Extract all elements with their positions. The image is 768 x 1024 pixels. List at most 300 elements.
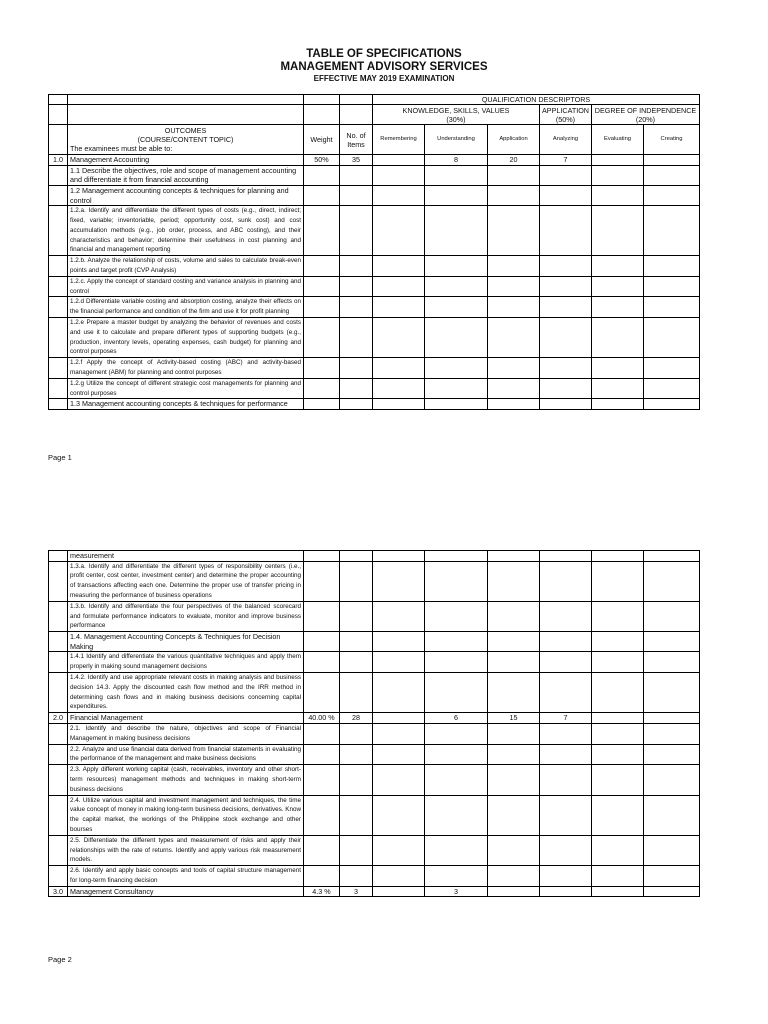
understanding-cell bbox=[425, 561, 488, 601]
outcomes-header: OUTCOMES (COURSE/CONTENT TOPIC) The examinees must be able to: bbox=[68, 125, 304, 155]
evaluating-cell bbox=[592, 206, 644, 256]
topic-cell: 1.1 Describe the objectives, role and scope of management accounting and differentiate it from financial accounting bbox=[68, 165, 304, 185]
remembering-cell bbox=[373, 297, 425, 318]
topic-cell: Financial Management bbox=[68, 713, 304, 724]
evaluating-cell bbox=[592, 795, 644, 835]
items-cell bbox=[340, 835, 373, 865]
application-cell bbox=[488, 276, 540, 297]
items-cell bbox=[340, 601, 373, 631]
independence-header: DEGREE OF INDEPENDENCE (20%) bbox=[592, 105, 700, 125]
topic-cell: 1.2.a. Identify and differentiate the different types of costs (e.g., direct, indirect; fixed, variable; inventoriable, period; opportunity cost, sunk cost) and cost accumulation methods (e.g., job order, process, and ABC costing), and their characteristics and behavior; determine their usefulness in cost planning and financial and management reporting bbox=[68, 206, 304, 256]
row-number-cell: 3.0 bbox=[49, 886, 68, 897]
items-cell bbox=[340, 358, 373, 379]
row-number-cell bbox=[49, 632, 68, 652]
weight-cell bbox=[304, 551, 340, 562]
document-title: TABLE OF SPECIFICATIONS bbox=[306, 48, 462, 60]
remembering-cell bbox=[373, 866, 425, 887]
weight-cell bbox=[304, 601, 340, 631]
understanding-cell bbox=[425, 297, 488, 318]
understanding-cell bbox=[425, 256, 488, 277]
creating-cell bbox=[644, 378, 700, 399]
row-number-cell bbox=[49, 835, 68, 865]
application-cell bbox=[488, 744, 540, 765]
analyzing-cell bbox=[540, 795, 592, 835]
weight-cell bbox=[304, 765, 340, 795]
row-number-cell: 1.0 bbox=[49, 155, 68, 166]
creating-cell bbox=[644, 765, 700, 795]
weight-cell bbox=[304, 378, 340, 399]
understanding-cell bbox=[425, 378, 488, 399]
understanding-cell bbox=[425, 765, 488, 795]
topic-cell: 2.5. Differentiate the different types and measurement of risks and apply their relationships with the rate of returns. Identify and apply various risk measurement models. bbox=[68, 835, 304, 865]
evaluating-cell bbox=[592, 276, 644, 297]
topic-cell: 1.2.e Prepare a master budget by analyzing the behavior of revenues and costs and use it to calculate and prepare different types of supporting budgets (e.g., production, inventory levels, operating expenses, cash budget) for planning and control purposes bbox=[68, 317, 304, 357]
items-cell bbox=[340, 723, 373, 744]
evaluating-cell bbox=[592, 713, 644, 724]
row-number-cell bbox=[49, 297, 68, 318]
application-cell bbox=[488, 317, 540, 357]
topic-cell: 2.6. Identify and apply basic concepts and tools of capital structure management for long-term financing decision bbox=[68, 866, 304, 887]
analyzing-cell bbox=[540, 551, 592, 562]
items-cell bbox=[340, 765, 373, 795]
weight-cell bbox=[304, 744, 340, 765]
remembering-cell bbox=[373, 378, 425, 399]
creating-cell bbox=[644, 256, 700, 277]
creating-cell bbox=[644, 652, 700, 673]
creating-cell bbox=[644, 886, 700, 897]
creating-cell bbox=[644, 713, 700, 724]
application-cell bbox=[488, 399, 540, 410]
remembering-cell bbox=[373, 185, 425, 205]
specifications-table-page-2 bbox=[48, 550, 700, 897]
creating-cell bbox=[644, 561, 700, 601]
row-number-cell bbox=[49, 672, 68, 712]
creating-cell bbox=[644, 399, 700, 410]
table-row bbox=[49, 835, 700, 865]
analyzing-cell bbox=[540, 165, 592, 185]
topic-cell: 2.3. Apply different working capital (cash, receivables, inventory and other short-term resources) management methods and techniques in making short-term business decisions bbox=[68, 765, 304, 795]
evaluating-cell bbox=[592, 155, 644, 166]
evaluating-cell bbox=[592, 165, 644, 185]
understanding-cell bbox=[425, 866, 488, 887]
understanding-cell bbox=[425, 358, 488, 379]
weight-cell bbox=[304, 723, 340, 744]
analyzing-cell bbox=[540, 601, 592, 631]
weight-cell bbox=[304, 256, 340, 277]
table-row bbox=[49, 744, 700, 765]
understanding-cell bbox=[425, 652, 488, 673]
main-topic-row bbox=[49, 886, 700, 897]
topic-cell: 1.2.f Apply the concept of Activity-based costing (ABC) and activity-based management (ABM) for planning and control purposes bbox=[68, 358, 304, 379]
understanding-cell bbox=[425, 744, 488, 765]
remembering-cell bbox=[373, 601, 425, 631]
understanding-cell bbox=[425, 672, 488, 712]
application-cell bbox=[488, 551, 540, 562]
items-cell bbox=[340, 399, 373, 410]
understanding-cell bbox=[425, 835, 488, 865]
header-blank-cell bbox=[49, 125, 68, 155]
creating-header: Creating bbox=[644, 125, 700, 155]
analyzing-cell bbox=[540, 206, 592, 256]
understanding-cell bbox=[425, 165, 488, 185]
evaluating-cell bbox=[592, 866, 644, 887]
topic-cell: 2.1. Identify and describe the nature, objectives and scope of Financial Management in making business decisions bbox=[68, 723, 304, 744]
analyzing-cell bbox=[540, 378, 592, 399]
application-cell bbox=[488, 835, 540, 865]
understanding-cell bbox=[425, 632, 488, 652]
creating-cell bbox=[644, 672, 700, 712]
creating-cell bbox=[644, 723, 700, 744]
table-row bbox=[49, 795, 700, 835]
understanding-cell bbox=[425, 206, 488, 256]
specifications-table-page-1 bbox=[48, 94, 700, 410]
evaluating-cell bbox=[592, 378, 644, 399]
page-label-1: Page 1 bbox=[48, 453, 72, 462]
remembering-cell bbox=[373, 165, 425, 185]
weight-cell bbox=[304, 297, 340, 318]
topic-cell: 1.3 Management accounting concepts & techniques for performance bbox=[68, 399, 304, 410]
header-blank-cell bbox=[304, 95, 340, 105]
creating-cell bbox=[644, 795, 700, 835]
analyzing-cell bbox=[540, 256, 592, 277]
remembering-cell bbox=[373, 358, 425, 379]
analyzing-cell bbox=[540, 866, 592, 887]
understanding-cell: 6 bbox=[425, 713, 488, 724]
weight-cell bbox=[304, 206, 340, 256]
understanding-cell bbox=[425, 551, 488, 562]
understanding-cell bbox=[425, 317, 488, 357]
topic-cell: 1.2.g Utilize the concept of different strategic cost managements for planning and control purposes bbox=[68, 378, 304, 399]
creating-cell bbox=[644, 744, 700, 765]
creating-cell bbox=[644, 165, 700, 185]
application-cell bbox=[488, 601, 540, 631]
application-cell bbox=[488, 256, 540, 277]
evaluating-cell bbox=[592, 561, 644, 601]
table-row bbox=[49, 358, 700, 379]
application-cell bbox=[488, 165, 540, 185]
application-cell bbox=[488, 297, 540, 318]
analyzing-cell: 7 bbox=[540, 155, 592, 166]
remembering-cell bbox=[373, 256, 425, 277]
evaluating-cell bbox=[592, 256, 644, 277]
weight-cell bbox=[304, 866, 340, 887]
understanding-cell bbox=[425, 601, 488, 631]
row-number-cell bbox=[49, 652, 68, 673]
creating-cell bbox=[644, 297, 700, 318]
evaluating-cell bbox=[592, 632, 644, 652]
items-cell bbox=[340, 297, 373, 318]
application-cell bbox=[488, 206, 540, 256]
creating-cell bbox=[644, 551, 700, 562]
understanding-cell bbox=[425, 276, 488, 297]
table-row bbox=[49, 652, 700, 673]
topic-cell: Management Consultancy bbox=[68, 886, 304, 897]
application-cell: 15 bbox=[488, 713, 540, 724]
creating-cell bbox=[644, 317, 700, 357]
evaluating-cell bbox=[592, 551, 644, 562]
row-number-cell bbox=[49, 601, 68, 631]
table-row bbox=[49, 601, 700, 631]
creating-cell bbox=[644, 835, 700, 865]
evaluating-cell bbox=[592, 601, 644, 631]
analyzing-cell bbox=[540, 765, 592, 795]
table-row bbox=[49, 206, 700, 256]
row-number-cell bbox=[49, 378, 68, 399]
topic-cell: 1.4. Management Accounting Concepts & Techniques for Decision Making bbox=[68, 632, 304, 652]
row-number-cell bbox=[49, 185, 68, 205]
table-row bbox=[49, 256, 700, 277]
weight-cell bbox=[304, 632, 340, 652]
evaluating-cell bbox=[592, 185, 644, 205]
evaluating-cell bbox=[592, 744, 644, 765]
analyzing-cell bbox=[540, 835, 592, 865]
application-cell bbox=[488, 561, 540, 601]
weight-cell bbox=[304, 317, 340, 357]
items-cell bbox=[340, 795, 373, 835]
remembering-cell bbox=[373, 399, 425, 410]
header-blank-cell bbox=[68, 105, 304, 125]
header-blank-cell bbox=[340, 95, 373, 105]
items-cell bbox=[340, 561, 373, 601]
topic-cell: 1.2.b. Analyze the relationship of costs, volume and sales to calculate break-even points and target profit (CVP Analysis) bbox=[68, 256, 304, 277]
weight-cell bbox=[304, 276, 340, 297]
table-row bbox=[49, 551, 700, 562]
row-number-cell bbox=[49, 765, 68, 795]
remembering-cell bbox=[373, 632, 425, 652]
evaluating-header: Evaluating bbox=[592, 125, 644, 155]
topic-cell: 1.3.a. Identify and differentiate the different types of responsibility centers (i.e., profit center, cost center, investment center) and determine the proper accounting of transactions affecting each one. Determine the proper use of transfer pricing in measuring the performance of business operations bbox=[68, 561, 304, 601]
weight-cell: 50% bbox=[304, 155, 340, 166]
remembering-cell bbox=[373, 744, 425, 765]
application-cell bbox=[488, 795, 540, 835]
header-blank-cell bbox=[49, 95, 68, 105]
items-cell bbox=[340, 256, 373, 277]
table-row bbox=[49, 399, 700, 410]
row-number-cell bbox=[49, 551, 68, 562]
weight-header: Weight bbox=[304, 125, 340, 155]
items-cell bbox=[340, 206, 373, 256]
row-number-cell bbox=[49, 795, 68, 835]
application-cell bbox=[488, 672, 540, 712]
items-cell: 3 bbox=[340, 886, 373, 897]
remembering-cell bbox=[373, 723, 425, 744]
creating-cell bbox=[644, 155, 700, 166]
application-cell bbox=[488, 866, 540, 887]
remembering-header: Remembering bbox=[373, 125, 425, 155]
qualification-descriptors-header: QUALIFICATION DESCRIPTORS bbox=[373, 95, 700, 105]
weight-cell bbox=[304, 358, 340, 379]
evaluating-cell bbox=[592, 358, 644, 379]
weight-cell bbox=[304, 399, 340, 410]
remembering-cell bbox=[373, 886, 425, 897]
row-number-cell bbox=[49, 866, 68, 887]
topic-cell: Management Accounting bbox=[68, 155, 304, 166]
analyzing-cell bbox=[540, 652, 592, 673]
application-cell bbox=[488, 378, 540, 399]
application-cell bbox=[488, 723, 540, 744]
items-cell bbox=[340, 378, 373, 399]
row-number-cell bbox=[49, 399, 68, 410]
table-row bbox=[49, 297, 700, 318]
items-cell bbox=[340, 317, 373, 357]
evaluating-cell bbox=[592, 835, 644, 865]
analyzing-cell bbox=[540, 317, 592, 357]
topic-cell: 1.2 Management accounting concepts & techniques for planning and control bbox=[68, 185, 304, 205]
creating-cell bbox=[644, 276, 700, 297]
topic-cell: 1.2.d Differentiate variable costing and absorption costing, analyze their effects on the financial performance and condition of the firm and use it for profit planning bbox=[68, 297, 304, 318]
remembering-cell bbox=[373, 276, 425, 297]
items-cell: 35 bbox=[340, 155, 373, 166]
items-cell bbox=[340, 672, 373, 712]
row-number-cell bbox=[49, 317, 68, 357]
understanding-cell bbox=[425, 185, 488, 205]
row-number-cell bbox=[49, 256, 68, 277]
creating-cell bbox=[644, 601, 700, 631]
remembering-cell bbox=[373, 155, 425, 166]
evaluating-cell bbox=[592, 672, 644, 712]
header-blank-cell bbox=[340, 105, 373, 125]
items-cell bbox=[340, 165, 373, 185]
understanding-cell bbox=[425, 723, 488, 744]
topic-cell: 1.4.2. Identify and use appropriate relevant costs in making analysis and business decision 14.3. Apply the discounted cash flow method and the IRR method in determining cash flows and in making business decisions concerning capital expenditures. bbox=[68, 672, 304, 712]
application-cell bbox=[488, 765, 540, 795]
understanding-header: Understanding bbox=[425, 125, 488, 155]
table-row bbox=[49, 378, 700, 399]
topic-cell: 1.3.b. Identify and differentiate the four perspectives of the balanced scorecard and formulate performance indicators to evaluate, monitor and improve business performance bbox=[68, 601, 304, 631]
understanding-cell: 3 bbox=[425, 886, 488, 897]
application-cell bbox=[488, 358, 540, 379]
weight-cell bbox=[304, 652, 340, 673]
header-blank-cell bbox=[68, 95, 304, 105]
evaluating-cell bbox=[592, 399, 644, 410]
table-row bbox=[49, 765, 700, 795]
row-number-cell bbox=[49, 744, 68, 765]
table-row bbox=[49, 866, 700, 887]
items-cell bbox=[340, 632, 373, 652]
analyzing-cell bbox=[540, 185, 592, 205]
evaluating-cell bbox=[592, 765, 644, 795]
understanding-cell bbox=[425, 795, 488, 835]
topic-cell: 2.4. Utilize various capital and investment management and techniques, the time value concept of money in making long-term business decisions, derivatives. Know the capital market, the workings of the Philippine stock exchange and other bourses bbox=[68, 795, 304, 835]
analyzing-cell bbox=[540, 561, 592, 601]
document-subtitle: MANAGEMENT ADVISORY SERVICES bbox=[280, 61, 488, 73]
items-cell: 28 bbox=[340, 713, 373, 724]
topic-cell: 1.4.1 Identify and differentiate the various quantitative techniques and apply them properly in making sound management decisions bbox=[68, 652, 304, 673]
items-cell bbox=[340, 276, 373, 297]
remembering-cell bbox=[373, 317, 425, 357]
application-cell bbox=[488, 185, 540, 205]
remembering-cell bbox=[373, 672, 425, 712]
knowledge-header: KNOWLEDGE, SKILLS, VALUES (30%) bbox=[373, 105, 540, 125]
understanding-cell: 8 bbox=[425, 155, 488, 166]
remembering-cell bbox=[373, 206, 425, 256]
weight-cell bbox=[304, 561, 340, 601]
table-row bbox=[49, 672, 700, 712]
row-number-cell bbox=[49, 561, 68, 601]
remembering-cell bbox=[373, 652, 425, 673]
weight-cell bbox=[304, 795, 340, 835]
evaluating-cell bbox=[592, 317, 644, 357]
application-cell bbox=[488, 886, 540, 897]
creating-cell bbox=[644, 185, 700, 205]
row-number-cell bbox=[49, 276, 68, 297]
analyzing-cell bbox=[540, 672, 592, 712]
application-cell bbox=[488, 632, 540, 652]
remembering-cell bbox=[373, 561, 425, 601]
evaluating-cell bbox=[592, 886, 644, 897]
items-cell bbox=[340, 551, 373, 562]
items-cell bbox=[340, 652, 373, 673]
topic-cell: measurement bbox=[68, 551, 304, 562]
creating-cell bbox=[644, 632, 700, 652]
evaluating-cell bbox=[592, 723, 644, 744]
items-cell bbox=[340, 185, 373, 205]
row-number-cell: 2.0 bbox=[49, 713, 68, 724]
remembering-cell bbox=[373, 551, 425, 562]
weight-cell bbox=[304, 835, 340, 865]
creating-cell bbox=[644, 358, 700, 379]
analyzing-cell bbox=[540, 632, 592, 652]
weight-cell: 4.3 % bbox=[304, 886, 340, 897]
table-row bbox=[49, 165, 700, 185]
table-row bbox=[49, 185, 700, 205]
analyzing-cell: 7 bbox=[540, 713, 592, 724]
items-cell bbox=[340, 866, 373, 887]
creating-cell bbox=[644, 206, 700, 256]
table-row bbox=[49, 561, 700, 601]
application-cell: 20 bbox=[488, 155, 540, 166]
analyzing-cell bbox=[540, 297, 592, 318]
items-cell bbox=[340, 744, 373, 765]
application-header: APPLICATION (50%) bbox=[540, 105, 592, 125]
effective-date: EFFECTIVE MAY 2019 EXAMINATION bbox=[313, 74, 455, 83]
table-row bbox=[49, 632, 700, 652]
row-number-cell bbox=[49, 358, 68, 379]
analyzing-cell bbox=[540, 399, 592, 410]
analyzing-header: Analyzing bbox=[540, 125, 592, 155]
remembering-cell bbox=[373, 713, 425, 724]
topic-cell: 1.2.c. Apply the concept of standard costing and variance analysis in planning and control bbox=[68, 276, 304, 297]
evaluating-cell bbox=[592, 297, 644, 318]
main-topic-row bbox=[49, 713, 700, 724]
understanding-cell bbox=[425, 399, 488, 410]
table-row bbox=[49, 276, 700, 297]
page-label-2: Page 2 bbox=[48, 955, 72, 964]
table-row bbox=[49, 317, 700, 357]
creating-cell bbox=[644, 866, 700, 887]
main-topic-row bbox=[49, 155, 700, 166]
analyzing-cell bbox=[540, 886, 592, 897]
header-blank-cell bbox=[49, 105, 68, 125]
header-blank-cell bbox=[304, 105, 340, 125]
topic-cell: 2.2. Analyze and use financial data derived from financial statements in evaluating the performance of the management and make business decisions bbox=[68, 744, 304, 765]
weight-cell bbox=[304, 165, 340, 185]
remembering-cell bbox=[373, 835, 425, 865]
evaluating-cell bbox=[592, 652, 644, 673]
weight-cell: 40.00 % bbox=[304, 713, 340, 724]
items-header: No. of Items bbox=[340, 125, 373, 155]
weight-cell bbox=[304, 185, 340, 205]
row-number-cell bbox=[49, 165, 68, 185]
remembering-cell bbox=[373, 765, 425, 795]
application-level-header: Application bbox=[488, 125, 540, 155]
weight-cell bbox=[304, 672, 340, 712]
analyzing-cell bbox=[540, 276, 592, 297]
analyzing-cell bbox=[540, 744, 592, 765]
application-cell bbox=[488, 652, 540, 673]
table-row bbox=[49, 723, 700, 744]
analyzing-cell bbox=[540, 358, 592, 379]
